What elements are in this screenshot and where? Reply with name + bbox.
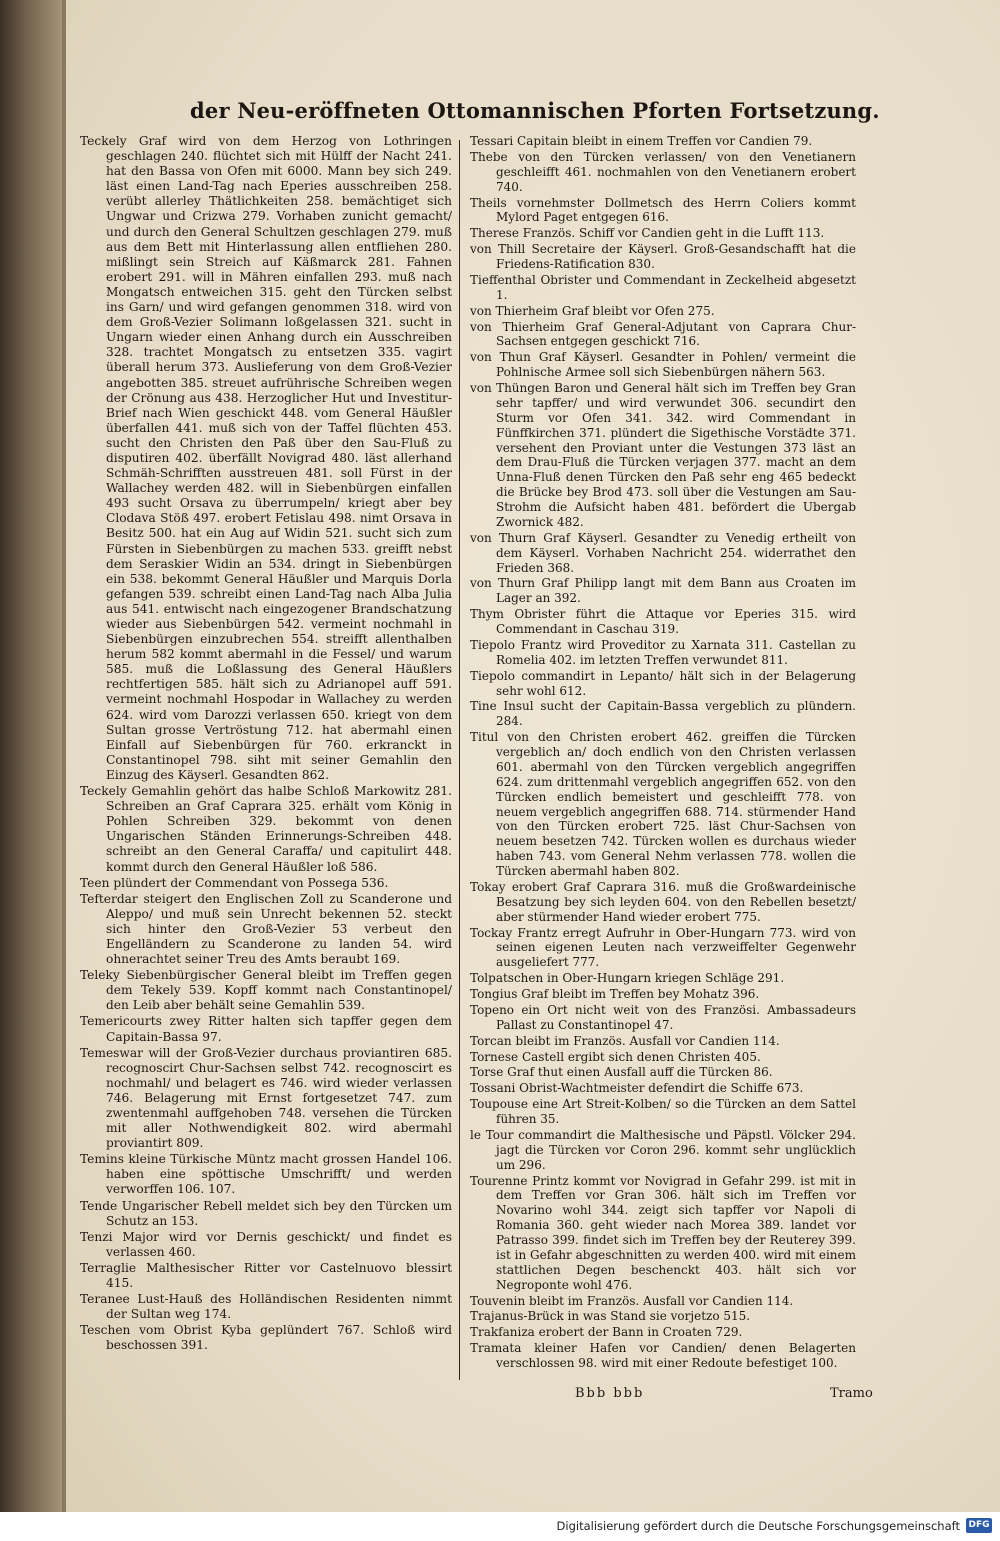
index-column-left: [80, 134, 452, 1355]
page-title: der Neu-eröffneten Ottomannischen Pforten Fortsetzung.: [190, 98, 880, 123]
index-entry: Tourenne Printz kommt vor Novigrad in Gefahr 299. ist mit in dem Treffen vor Gran 306. hält sich im Treffen vor Novarino wohl 344. zeigt sich tapffer vor Napoli di Romania 360. geht wieder nach Morea 389. landet vor Patrasso 399. findet sich im Treffen bey der Reuterey 399. ist in Gefahr abgeschnitten zu werden 400. wird mit einem stattlichen Degen beschenckt 403. hält sich vor Negroponte wohl 476.: [470, 1173, 856, 1292]
index-entry: Temericourts zwey Ritter halten sich tapffer gegen dem Capitain-Bassa 97.: [80, 1014, 452, 1044]
index-entry: Therese Französ. Schiff vor Candien geht in die Lufft 113.: [470, 226, 825, 241]
index-entry: Tornese Castell ergibt sich denen Christen 405.: [470, 1049, 761, 1064]
index-entry: von Thurn Graf Käyserl. Gesandter zu Venedig ertheilt von dem Käyserl. Vorhaben Nachricht 254. widerrathet den Frieden 368.: [470, 530, 856, 575]
index-entry: Temeswar will der Groß-Vezier durchaus proviantiren 685. recognoscirt Chur-Sachsen selbst 742. recognoscirt es nochmahl/ und belagert es 746. wird wieder verlassen 746. Belagerung mit Ernst fortgesetzet 747. zum zwentenmahl auffgehoben 748. versehen die Türcken mit aller Nothwendigkeit 802. wird abermahl proviantirt 809.: [80, 1045, 452, 1151]
index-entry: Teckely Graf wird von dem Herzog von Lothringen geschlagen 240. flüchtet sich mit Hülff der Nacht 241. hat den Bassa von Ofen mit 6000. Mann bey sich 249. läst einen Land-Tag nach Eperies ausschreiben 258. verübt allerley Thätlichkeiten 258. bemächtiget sich Ungwar und Crizwa 279. Vorhaben zunicht gemacht/ und durch den General Schultzen geschlagen 279. muß aus dem Bett mit Hinterlassung allen entfliehen 280. mißlingt sein Streich auf Käßmarck 281. Fahnen erobert 291. will in Mähren einfallen 293. muß nach Mongatsch entweichen 315. geht den Türcken selbst ins Garn/ und wird gefangen genommen 318. wird von dem Groß-Vezier Solimann loßgelassen 321. sucht in Ungarn wieder einen Anhang durch ein Ausschreiben 328. trachtet Mongatsch zu entsetzen 335. vagirt überall herum 373. Auslieferung von dem Groß-Vezier angebotten 385. streuet aufrührische Schreiben wegen der Crönung aus 438. Herzoglicher Hut und Investitur-Brief nach Wien geschickt 448. vom General Häußler überfallen 441. muß sich von der Taffel flüchten 453. sucht den Christen den Paß über den Sau-Fluß zu disputiren 402. überfällt Novigrad 480. läst allerhand Schmäh-Schrifften ausstreuen 481. soll Fürst in der Wallachey werden 482. will in Siebenbürgen einfallen 493 sucht Orsava zu überrumpeln/ kriegt aber bey Clodava Stöß 497. erobert Fetislau 498. nimt Orsava in Besitz 500. hat ein Aug auf Widin 521. sucht sich zum Fürsten in Siebenbürgen zu machen 533. greifft nebst dem Seraskier Widin an 534. dringt in Siebenbürgen ein 538. bekommt General Häußler und Marquis Dorla gefangen 539. schreibt einen Land-Tag nach Alba Julia aus 541. entwischt nach eingezogener Brandschatzung wieder aus Siebenbürgen 542. vermeint nochmahl in Siebenbürgen einzubrechen 554. streifft allenthalben herum 582 kommt abermahl in die Fessel/ und warum 585. muß die Loßlassung des General Häußlers rechtfertigen 585. hält sich zu Adrianopel auff 591. vermeint nochmahl Hospodar in Wallachey zu werden 624. wird vom Darozzi verlassen 650. kriegt von dem Sultan grosse Vertröstung 712. hat abermahl einen Einfall auf Siebenbürgen für 760. erkranckt in Constantinopel 798. siht mit seiner Gemahlin den Einzug des Käyserl. Gesandten 862.: [80, 134, 452, 782]
index-entry: le Tour commandirt die Malthesische und Päpstl. Völcker 294. jagt die Türcken vor Coron 296. kommt sehr unglücklich um 296.: [470, 1127, 856, 1172]
index-entry: Tiepolo commandirt in Lepanto/ hält sich in der Belagerung sehr wohl 612.: [470, 668, 856, 698]
index-entry: von Thüngen Baron und General hält sich im Treffen bey Gran sehr tapffer/ und wird verwundet 306. secundirt den Sturm vor Ofen 341. 342. wird Commendant in Fünffkirchen 371. plündert die Sigethische Vorstädte 371. versehent den Proviant unter die Vestungen 373 läst an dem Drau-Fluß die Türcken verjagen 377. macht an dem Unna-Fluß denen Türcken den Paß sehr eng 465 bedeckt die Brücke bey Brod 473. soll über die Vestungen am Sau-Strohm die Aufsicht haben 481. befördert die Ubergab Zwornick 482.: [470, 381, 856, 529]
index-entry: Tefterdar steigert den Englischen Zoll zu Scanderone und Aleppo/ und muß sein Unrecht bekennen 52. steckt sich hinter den Groß-Vezier 53 verbeut den Engelländern zu Scanderone zu landen 54. wird ohnerachtet seiner Treu des Amts beraubt 169.: [80, 891, 452, 967]
index-entry: Tessari Capitain bleibt in einem Treffen vor Candien 79.: [470, 134, 813, 148]
funding-note: Digitalisierung gefördert durch die Deutsche Forschungsgemeinschaft: [556, 1519, 960, 1533]
column-divider: [459, 140, 460, 1380]
index-entry: Tockay Frantz erregt Aufruhr in Ober-Hungarn 773. wird von seinen eigenen Leuten nach verzweiffelter Gegenwehr ausgeliefert 777.: [470, 925, 856, 970]
index-entry: Tiepolo Frantz wird Proveditor zu Xarnata 311. Castellan zu Romelia 402. im letzten Treffen verwundet 811.: [470, 637, 856, 667]
index-entry: Teckely Gemahlin gehört das halbe Schloß Markowitz 281. Schreiben an Graf Caprara 325. erhält vom König in Pohlen Schreiben 329. bekommt von denen Ungarischen Ständen Erinnerungs-Schreiben 448. schreibt an den General Caraffa/ und capitulirt 448. kommt durch den General Häußler loß 586.: [80, 784, 452, 874]
index-entry: Torcan bleibt im Französ. Ausfall vor Candien 114.: [470, 1033, 780, 1048]
index-column-right: [470, 134, 856, 1372]
index-entry: Theils vornehmster Dollmetsch des Herrn Coliers kommt Mylord Paget entgegen 616.: [470, 195, 856, 225]
index-entry: Tieffenthal Obrister und Commendant in Zeckelheid abgesetzt 1.: [470, 272, 856, 302]
index-entry: Trajanus-Brück in was Stand sie vorjetzo 515.: [470, 1309, 751, 1324]
index-entry: Teen plündert der Commendant von Possega 536.: [80, 875, 389, 890]
index-entry: Tramata kleiner Hafen vor Candien/ denen Belagerten verschlossen 98. wird mit einer Redoute befestiget 100.: [470, 1341, 856, 1370]
catchword: Tramo: [830, 1386, 873, 1401]
index-entry: Touvenin bleibt im Französ. Ausfall vor Candien 114.: [470, 1293, 794, 1308]
index-entry: Trakfaniza erobert der Bann in Croaten 729.: [470, 1325, 743, 1340]
index-entry: Tongius Graf bleibt im Treffen bey Mohatz 396.: [470, 987, 760, 1001]
index-entry: Temins kleine Türkische Müntz macht grossen Handel 106. haben eine spöttische Umschrifft/ und werden verworffen 106. 107.: [80, 1152, 452, 1197]
index-entry: von Thierheim Graf General-Adjutant von Caprara Chur-Sachsen entgegen geschickt 716.: [470, 319, 856, 349]
index-entry: Tolpatschen in Ober-Hungarn kriegen Schläge 291.: [470, 971, 785, 986]
index-entry: Titul von den Christen erobert 462. greiffen die Türcken vergeblich an/ doch endlich von den Christen verlassen 601. abermahl von den Türcken vergeblich angegriffen 624. zum drittenmahl vergeblich angegriffen 652. von den Türcken endlich bemeistert und geschleifft 778. von neuem vergeblich angegriffen 688. 714. stürmender Hand von den Türcken erobert 725. läst Chur-Sachsen von neuem besetzen 742. Türcken wollen es durchaus wieder haben 743. vom General Nehm verlassen 778. wollen die Türcken abermahl haben 802.: [470, 730, 856, 878]
digitization-footer: [0, 1512, 1000, 1541]
index-entry: von Thurn Graf Philipp langt mit dem Bann aus Croaten im Lager an 392.: [470, 576, 856, 606]
index-entry: Tende Ungarischer Rebell meldet sich bey den Türcken um Schutz an 153.: [80, 1198, 452, 1228]
index-entry: von Thill Secretaire der Käyserl. Groß-Gesandschafft hat die Friedens-Ratification 830.: [470, 242, 856, 271]
book-gutter-shadow: [0, 0, 62, 1541]
index-entry: Teranee Lust-Hauß des Holländischen Residenten nimmt der Sultan weg 174.: [80, 1292, 452, 1322]
dfg-logo-icon: DFG: [966, 1518, 992, 1533]
index-entry: Thym Obrister führt die Attaque vor Eperies 315. wird Commendant in Caschau 319.: [470, 607, 856, 636]
index-entry: Thebe von den Türcken verlassen/ von den Venetianern geschleifft 461. nochmahlen von den Venetianern erobert 740.: [470, 149, 856, 194]
index-entry: Toupouse eine Art Streit-Kolben/ so die Türcken an dem Sattel führen 35.: [470, 1097, 856, 1126]
index-entry: Tenzi Major wird vor Dernis geschickt/ und findet es verlassen 460.: [80, 1229, 452, 1259]
index-entry: von Thun Graf Käyserl. Gesandter in Pohlen/ vermeint die Pohlnische Armee soll sich Siebenbürgen nähern 563.: [470, 350, 856, 380]
index-entry: Torse Graf thut einen Ausfall auff die Türcken 86.: [470, 1065, 773, 1080]
index-entry: Tokay erobert Graf Caprara 316. muß die Großwardeinische Besatzung bey sich leyden 604. von den Rebellen besetzt/ aber stürmender Hand wieder erobert 775.: [470, 879, 856, 924]
index-entry: Tine Insul sucht der Capitain-Bassa vergeblich zu plündern. 284.: [470, 699, 856, 729]
index-entry: Terraglie Malthesischer Ritter vor Castelnuovo blessirt 415.: [80, 1260, 452, 1291]
index-entry: Topeno ein Ort nicht weit von des Französi. Ambassadeurs Pallast zu Constantinopel 47.: [470, 1002, 856, 1032]
index-entry: von Thierheim Graf bleibt vor Ofen 275.: [470, 303, 715, 318]
index-entry: Tossani Obrist-Wachtmeister defendirt die Schiffe 673.: [470, 1081, 804, 1096]
signature-mark: Bbb bbb: [575, 1386, 645, 1401]
index-entry: Teleky Siebenbürgischer General bleibt im Treffen gegen dem Tekely 539. Kopff kommt nach Constantinopel/ den Leib aber behält seine Gemahlin 539.: [80, 968, 452, 1013]
index-entry: Teschen vom Obrist Kyba geplündert 767. Schloß wird beschossen 391.: [80, 1323, 452, 1353]
